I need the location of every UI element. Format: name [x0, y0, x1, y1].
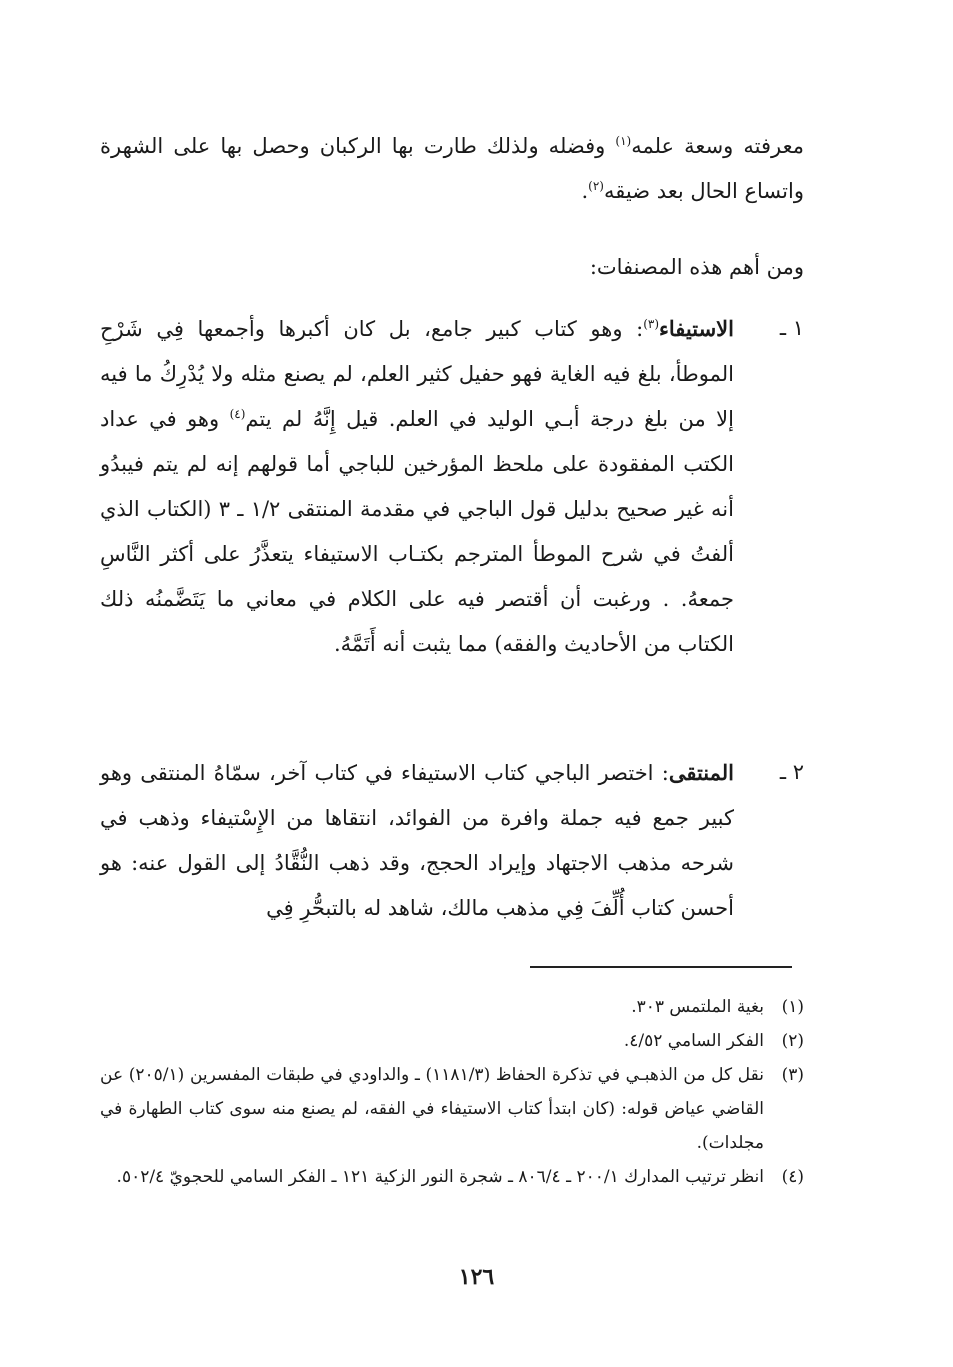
- footnote-1: [100, 990, 804, 1024]
- footnote-3: [100, 1058, 804, 1160]
- intro-paragraph: [100, 124, 804, 214]
- item-number: ١ ـ: [779, 316, 804, 340]
- item-body: [100, 750, 734, 931]
- footnote-4: [100, 1160, 804, 1194]
- item-term: الاستيفاء: [659, 316, 734, 341]
- footnote-text: الفكر السامي ٤/٥٢.: [623, 1031, 764, 1051]
- footnote-number: (٢): [781, 1031, 804, 1051]
- footnote-separator: [530, 966, 792, 968]
- footnote-ref-4[interactable]: (٤): [229, 407, 246, 421]
- item-text-b: وهو في عداد الكتب المفقودة على ملحظ المؤرخين للباجي أما قولهم إنه لم يتم فيبدُو أنه غير صحيح بدليل قول الباجي في مقدمة المنتقى ١/٢ ـ ٣ (الكتاب الذي ألفتُ في شرح الموطأ المترجم بكتـاب الاستيفاء يتعذَّرُ على أكثر النَّاسِ جمعهُ. . ورغبت أن أقتصر فيه على الكلام في معاني ما يَتَضَّمنُه ذلك الكتاب من الأحاديث والفقه) مما يثبت أنه أَتَمَّهُ.: [100, 407, 734, 656]
- footnote-text: انظر ترتيب المدارك ٢٠٠/١ ـ ٨٠٦/٤ ـ شجرة النور الزكية ١٢١ ـ الفكر السامي للحجويّ ٥٠٢/٤.: [116, 1167, 764, 1187]
- footnote-text: نقل كل من الذهبـي في تذكرة الحفاظ (١١٨١/٣) ـ والداودي في طبقات المفسرين (٢٠٥/١) عن القاضي عياض قوله: (كان ابتدأ كتاب الاستيفاء في الفقه، لم يصنع منه سوى كتاب الطهارة في مجلدات).: [100, 1065, 764, 1153]
- page-number: ١٢٦: [458, 1264, 495, 1290]
- intro-text-a: معرفته وسعة علمه: [631, 134, 804, 158]
- footnote-ref-3[interactable]: (٣): [643, 317, 660, 331]
- footnote-ref-1[interactable]: (١): [615, 134, 632, 148]
- list-item-muntaqa: [100, 750, 804, 931]
- footnote-text: بغية الملتمس ٣٠٣.: [631, 997, 764, 1017]
- footnote-number: (٤): [781, 1167, 804, 1187]
- footnote-2: [100, 1024, 804, 1058]
- item-body: [100, 306, 734, 667]
- intro-text-b: وفضله ولذلك طارت بها الركبان وحصل بها على الشهرة واتساع الحال بعد ضيقه: [100, 134, 804, 203]
- footnote-number: (١): [781, 997, 804, 1017]
- item-text-a: : اختصر الباجي كتاب الاستيفاء في كتاب آخر، سمّاهُ المنتقى وهو كبير جمع فيه جملة وافرة من الفوائد، انتقاها من الإِسْتيفاء وذهب في شرحه مذهب الاجتهاد وإيراد الحجج، وقد ذهب النُّقَّادُ إلى القول عنه: هو أحسن كتاب أُلِّفَ فِي مذهب مالك، شاهد له بالتبحُّرِ فِي: [100, 761, 734, 920]
- footnotes: [100, 990, 804, 1194]
- item-text-a: : وهو كتاب كبير جامع، بل كان أكبرها وأجمعها فِي شَرْحِ الموطأ، بلغ فيه الغاية فهو حفيل كثير العلم، لم يصنع مثله ولا يُدْرِكُ ما فيه إلا من بلغ درجة أبـي الوليد في العلم. قيل إِنَّهُ لم يتم: [100, 317, 734, 431]
- item-number: ٢ ـ: [779, 760, 804, 784]
- lead-sentence: ومن أهم هذه المصنفات:: [589, 255, 804, 279]
- intro-text-c: .: [581, 179, 589, 203]
- item-term: المنتقى: [668, 760, 734, 785]
- list-item-istifaa: [100, 306, 804, 667]
- footnote-ref-2[interactable]: (٢): [588, 179, 604, 193]
- footnote-number: (٣): [781, 1065, 804, 1085]
